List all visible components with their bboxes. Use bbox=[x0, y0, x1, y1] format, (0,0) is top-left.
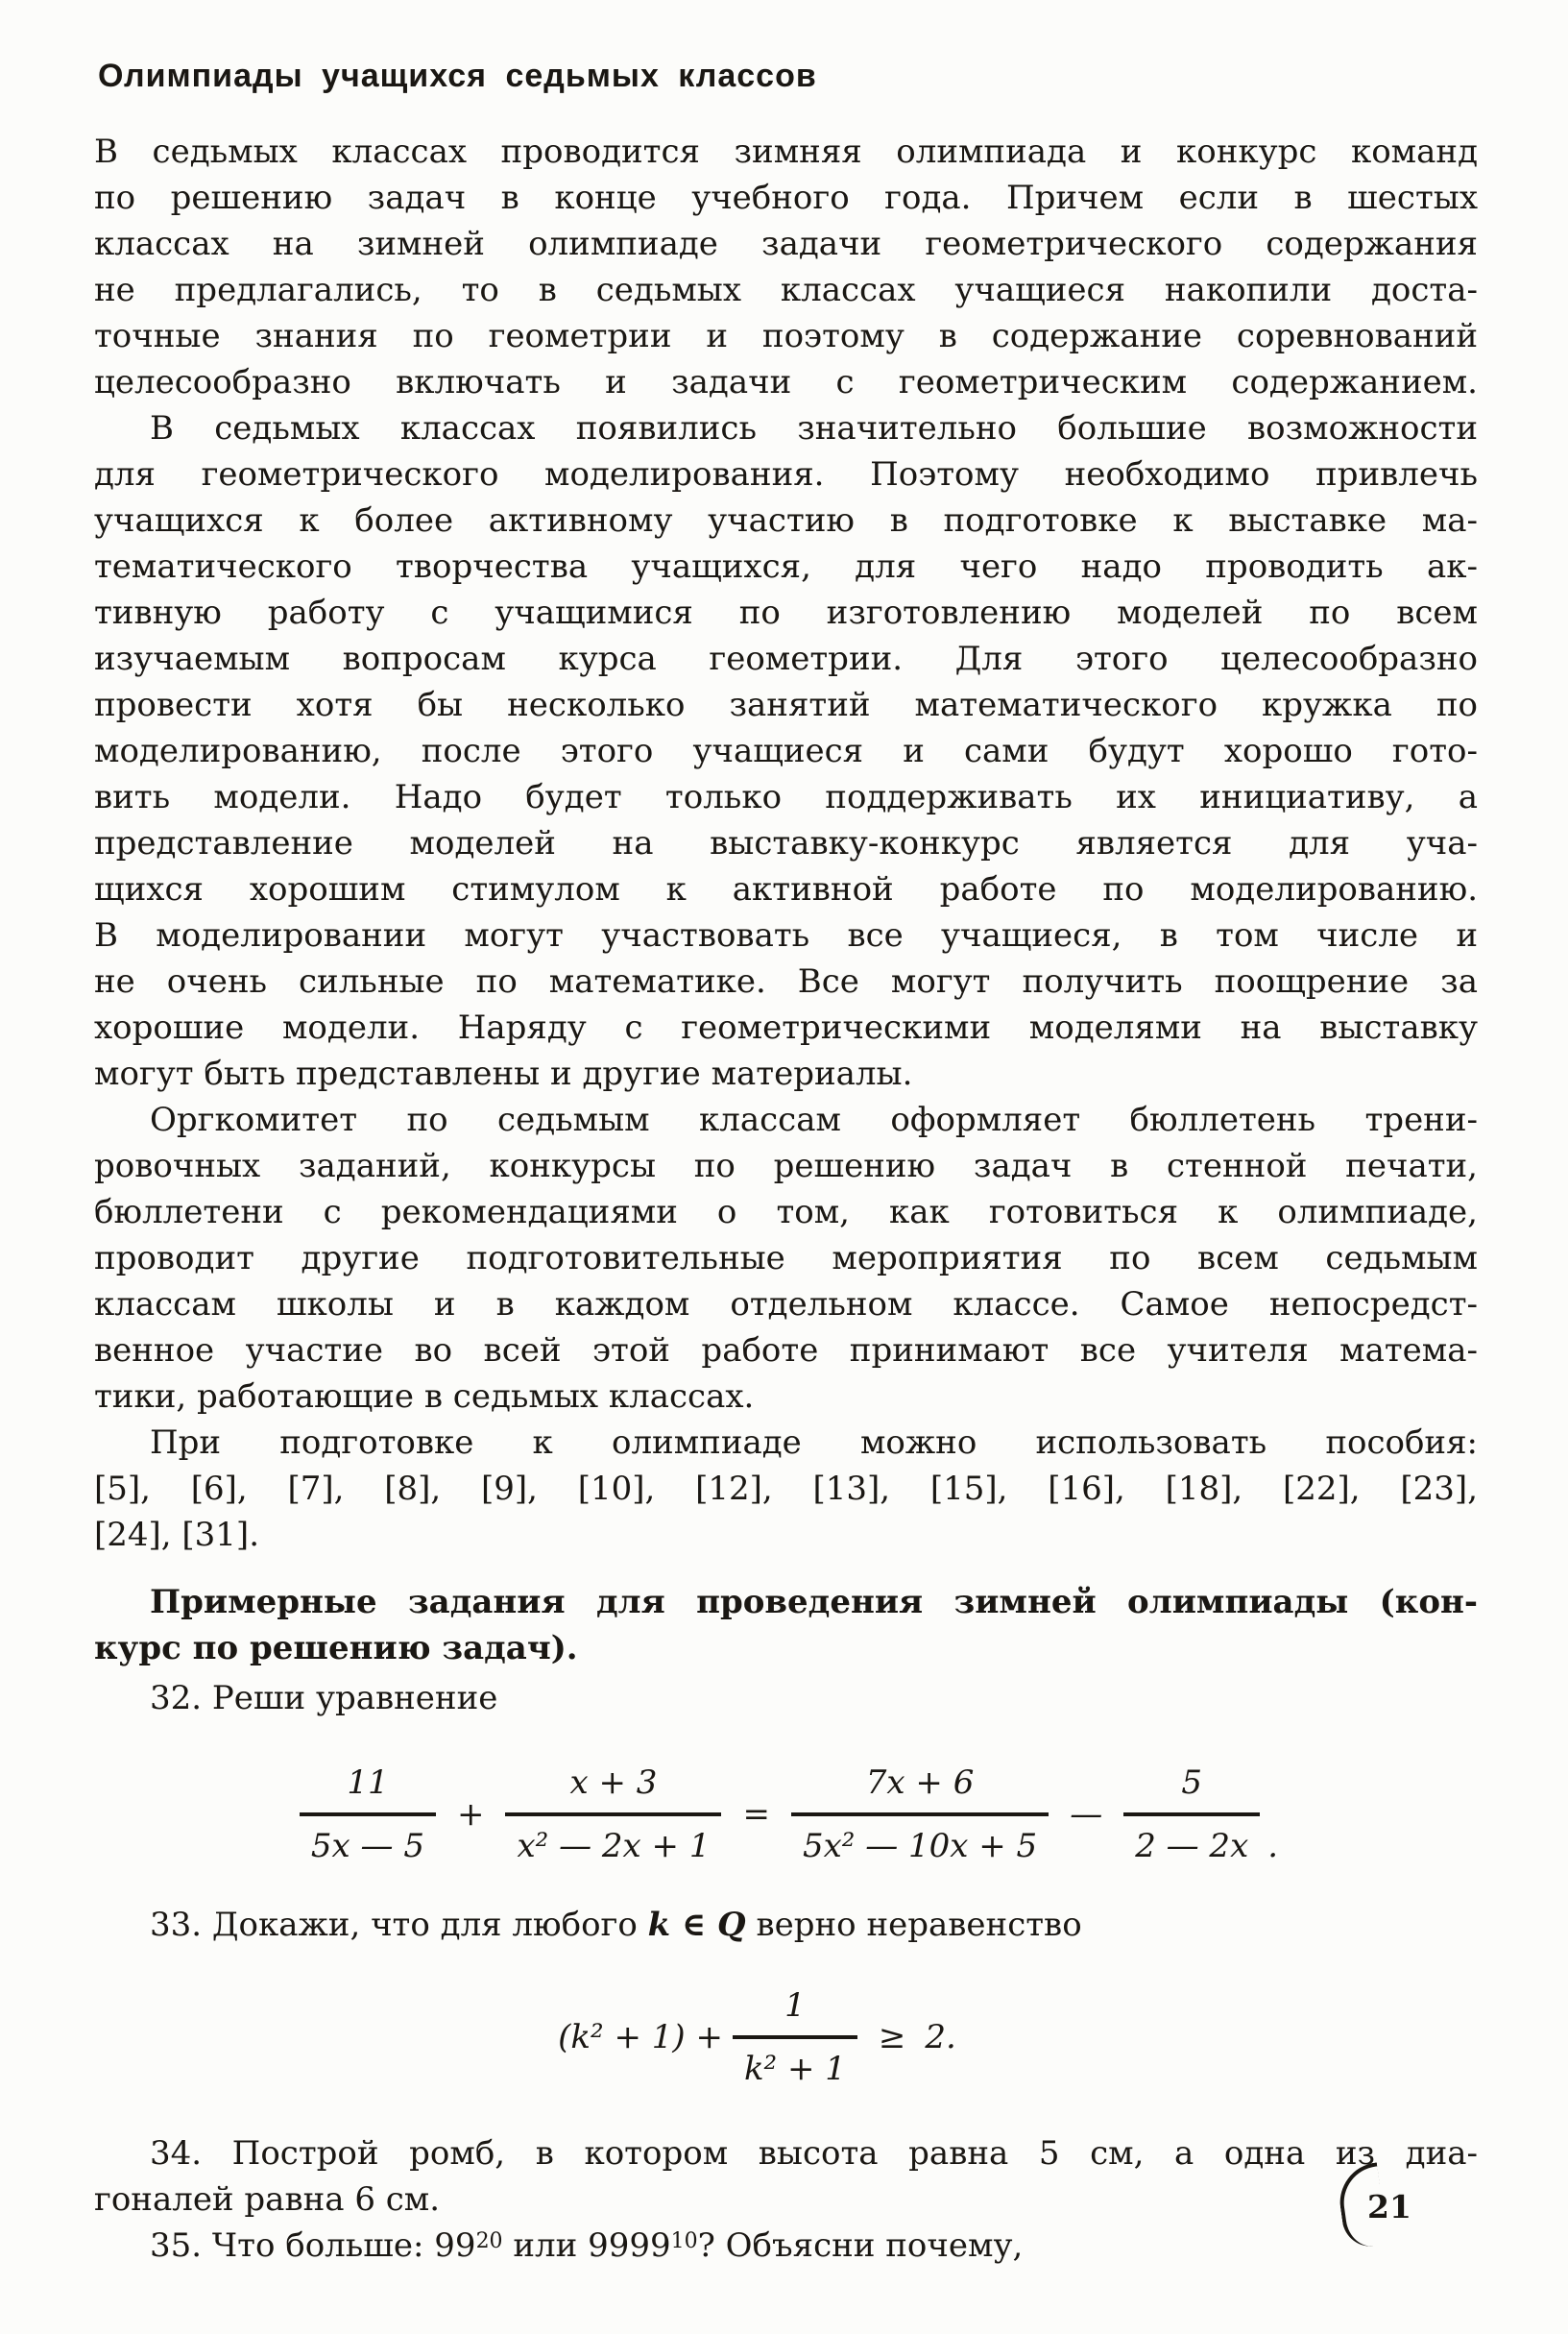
equation-period: . bbox=[1267, 1827, 1279, 1865]
text-line: могут быть представлены и другие материалы. bbox=[94, 1055, 913, 1093]
paragraph-modeling bbox=[94, 405, 1478, 1097]
text-line: по решению задач в конце учебного года. Причем если в шестых bbox=[94, 179, 1478, 217]
text-line: При подготовке к олимпиаде можно использовать пособия: bbox=[150, 1423, 1478, 1462]
problem-35-text-end: ? Объясни почему, bbox=[697, 2226, 1024, 2265]
text-line: изучаемым вопросам курса геометрии. Для этого целесообразно bbox=[94, 640, 1478, 678]
text-line: провести хотя бы несколько занятий математического кружка по bbox=[94, 686, 1478, 724]
section-subheading bbox=[94, 1579, 1478, 1671]
problem-35-statement bbox=[94, 2223, 1478, 2269]
text-line: щихся хорошим стимулом к активной работе по моделированию. bbox=[94, 870, 1478, 909]
text-line: не очень сильные по математике. Все могут получить поощрение за bbox=[94, 962, 1478, 1001]
text-line: классам школы и в каждом отдельном классе. Самое непосредст- bbox=[94, 1285, 1478, 1324]
fraction-numerator: x + 3 bbox=[569, 1763, 658, 1802]
text-line: [5], [6], [7], [8], [9], [10], [12], [13], [15], [16], [18], [22], [23], bbox=[94, 1470, 1478, 1508]
text-line: венное участие во всей этой работе принимают все учителя матема- bbox=[94, 1331, 1478, 1370]
text-line: бюллетени с рекомендациями о том, как готовиться к олимпиаде, bbox=[94, 1193, 1478, 1231]
text-line: курс по решению задач). bbox=[94, 1629, 578, 1667]
fraction-2 bbox=[505, 1760, 721, 1869]
text-line: Оргкомитет по седьмым классам оформляет бюллетень трени- bbox=[150, 1101, 1478, 1139]
fraction-denominator: 2 — 2x bbox=[1123, 1812, 1260, 1869]
paragraph-references bbox=[94, 1420, 1478, 1558]
math-expression: k ∈ Q bbox=[647, 1906, 746, 1944]
text-line: 34. Построй ромб, в котором высота равна 5 см, а одна из диа- bbox=[150, 2134, 1478, 2173]
text-line: В седьмых классах появились значительно большие возможности bbox=[150, 409, 1478, 448]
fraction-denominator: 5x — 5 bbox=[300, 1812, 436, 1869]
text-line: ровочных заданий, конкурсы по решению задач в стенной печати, bbox=[94, 1147, 1478, 1185]
problem-32-text: 32. Реши уравнение bbox=[150, 1679, 498, 1717]
text-line: тивную работу с учащимися по изготовлению моделей по всем bbox=[94, 594, 1478, 632]
problem-35-text: или 9999 bbox=[502, 2226, 671, 2265]
fraction bbox=[733, 1982, 857, 2092]
greater-equal-sign: ≥ bbox=[878, 2018, 906, 2056]
text-line: В седьмых классах проводится зимняя олимпиада и конкурс команд bbox=[94, 133, 1478, 171]
text-line: тематического творчества учащихся, для чего надо проводить ак- bbox=[94, 547, 1478, 586]
text-line: гоналей равна 6 см. bbox=[94, 2180, 441, 2219]
fraction-denominator: k² + 1 bbox=[733, 2035, 857, 2092]
text-line: не предлагались, то в седьмых классах учащиеся накопили доста- bbox=[94, 271, 1478, 309]
fraction-numerator: 7x + 6 bbox=[865, 1763, 975, 1802]
fraction-denominator: 5x² — 10x + 5 bbox=[791, 1812, 1049, 1869]
inequality-33 bbox=[94, 1982, 1420, 2092]
text-line: хорошие модели. Наряду с геометрическими моделями на выставку bbox=[94, 1009, 1478, 1047]
page-number bbox=[1367, 2190, 1411, 2225]
inequality-lead: (k² + 1) + bbox=[558, 2018, 723, 2056]
text-line: тики, работающие в седьмых классах. bbox=[94, 1377, 755, 1416]
problem-33-statement bbox=[94, 1902, 1478, 1948]
fraction-denominator: x² — 2x + 1 bbox=[505, 1812, 721, 1869]
exponent: 10 bbox=[670, 2229, 698, 2253]
text-line: учащихся к более активному участию в подготовке к выставке ма- bbox=[94, 501, 1478, 540]
minus-operator: — bbox=[1070, 1795, 1103, 1834]
text-line: проводит другие подготовительные мероприятия по всем седьмым bbox=[94, 1239, 1478, 1277]
fraction-numerator: 5 bbox=[1181, 1763, 1203, 1802]
exponent: 20 bbox=[475, 2229, 503, 2253]
problem-32-statement bbox=[94, 1675, 1478, 1721]
problem-33-text-end: верно неравенство bbox=[745, 1906, 1082, 1944]
problem-35-text: 35. Что больше: 99 bbox=[150, 2226, 476, 2265]
text-line: В моделировании могут участвовать все учащиеся, в том числе и bbox=[94, 916, 1478, 955]
fraction-1 bbox=[300, 1760, 436, 1869]
equation-32 bbox=[94, 1760, 1478, 1869]
page-number-value: 21 bbox=[1367, 2188, 1411, 2225]
inequality-rhs: 2. bbox=[925, 2018, 956, 2056]
paragraph-intro bbox=[94, 129, 1478, 405]
text-line: целесообразно включать и задачи с геометрическим содержанием. bbox=[94, 363, 1478, 401]
text-line: моделированию, после этого учащиеся и сами будут хорошо гото- bbox=[94, 732, 1478, 770]
problem-34-statement bbox=[94, 2130, 1478, 2223]
paragraph-orgcommittee bbox=[94, 1097, 1478, 1420]
text-line: вить модели. Надо будет только поддерживать их инициативу, а bbox=[94, 778, 1478, 816]
plus-operator: + bbox=[456, 1795, 485, 1834]
text-line: точные знания по геометрии и поэтому в содержание соревнований bbox=[94, 317, 1478, 355]
equals-sign: = bbox=[742, 1795, 770, 1834]
text-line: классах на зимней олимпиаде задачи геометрического содержания bbox=[94, 225, 1478, 263]
problem-33-text: 33. Докажи, что для любого bbox=[150, 1906, 648, 1944]
text-line: Примерные задания для проведения зимней олимпиады (кон- bbox=[150, 1583, 1478, 1621]
text-line: [24], [31]. bbox=[94, 1516, 260, 1554]
text-line: для геометрического моделирования. Поэтому необходимо привлечь bbox=[94, 455, 1478, 494]
fraction-numerator: 1 bbox=[784, 1986, 806, 2025]
fraction-4 bbox=[1123, 1760, 1260, 1869]
page-title: Олимпиады учащихся седьмых классов bbox=[98, 58, 817, 94]
fraction-numerator: 11 bbox=[347, 1763, 389, 1802]
fraction-3 bbox=[791, 1760, 1049, 1869]
text-line: представление моделей на выставку-конкурс является для уча- bbox=[94, 824, 1478, 863]
